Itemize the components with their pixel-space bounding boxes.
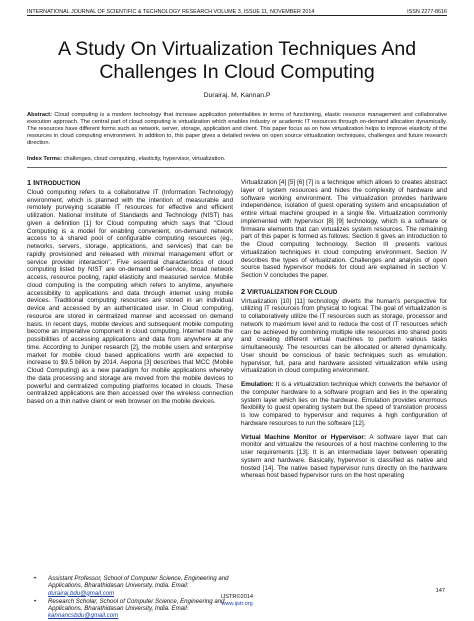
index-terms-text: challenges, cloud computing, elasticity, hypervisor, virtualization.	[61, 156, 226, 162]
left-column	[27, 179, 233, 474]
section2-heading-part1: IRTUALIZATION FOR	[252, 288, 315, 296]
email-link[interactable]: kannancsbdu@gmail.com	[48, 612, 119, 620]
index-terms	[27, 156, 447, 163]
right-column	[241, 179, 447, 589]
page-number: 147	[435, 588, 445, 594]
hypervisor-term: Virtual Machine Monitor or Hypervisor:	[241, 433, 366, 441]
paper-title: A Study On Virtualization Techniques And Challenges In Cloud Computing	[57, 38, 417, 83]
running-header	[27, 5, 447, 15]
abstract-text: Cloud computing is a modern technology that increase application potentialities in terms of functioning, elastic resource management and collaborative execution approach. The central part of cloud computing is virtualization which enables industry or academic IT resources through on-demand allocation dynamically. The resources have different forms such as network, server, storage, application and client. This paper focus as on how virtualization helps to improve elasticity of the resources in cloud computing environment. In addition to, this paper gives a detailed review on open source virtualization techniques, challenges and future research direction.	[27, 112, 447, 146]
footnote-affiliation: Research Scholar, School of Computer Science, Engineering and Applications, Bharathidasan University, India. Email:	[48, 597, 225, 613]
header-rule	[27, 15, 447, 16]
section2-paragraph: Virtualization [10] [11] technology diverts the human's perspective for utilizing IT resources from physical to logical. The goal of virtualization is to collaboratively utilize the IT resources such as storage, processor and network to maximum level and to reduce the cost of IT resources which can be achieved by combining multiple idle resources into shared pools and creating different virtual machines to perform various tasks simultaneously. The resources can be allocated or altered dynamically. User should be conscious of basic techniques such as emulation, hypervisor, full, para and hardware assisted virtualization while using virtualization in cloud computing environment.	[241, 297, 447, 375]
page-footer	[0, 594, 474, 608]
issn: ISSN 2277-8616	[407, 9, 447, 15]
section2-heading-part2: LOUD	[319, 288, 338, 296]
copyright: IJSTR©2014	[220, 594, 254, 600]
hypervisor-text: A software layer that can monitor and virtualize the resources of a host machine conferring to the user requirements [13]. It is an intermediate layer between operating system and hardware. Basically, hypervisor is classified as native and hosted [14]. The native based hypervisor runs directly on the hardware whereas host based hypervisor runs on the host operating	[241, 433, 447, 480]
journal-name: INTERNATIONAL JOURNAL OF SCIENTIFIC & TECHNOLOGY RESEARCH VOLUME 3, ISSUE 11, NOVEMBER 2014	[27, 9, 315, 15]
intro-heading	[27, 179, 233, 188]
bullet-icon: •	[34, 575, 37, 582]
email-link[interactable]: durairaj.bdu@gmail.com	[48, 589, 115, 597]
authors: Durairaj. M, Kannan.P	[203, 92, 271, 99]
emulation-term: Emulation:	[241, 381, 274, 388]
section2-heading-number: 2 V	[241, 286, 253, 296]
emulation-text: It is a virtualization technique which converts the behavior of the computer hardware to a software program and lies in the operating system layer which lies on the hardware. Emulation provides enormous flexibility to guest operating system but the speed of translation process is low compared to hypervisor and requires a high configuration of hardware resources to run the software [12].	[241, 381, 447, 427]
abstract	[27, 112, 447, 147]
intro-heading-text: NTRODUCTION	[35, 180, 81, 187]
virtualization-intro-paragraph: Virtualization [4] [5] [6] [7] is a technique which allows to creates abstract layer of system resources and hides the complexity of hardware and software working environment. The virtualization provides hardware independence, isolation of guest operating system and encapsulation of entire virtual machine grouped in a single file. Virtualization commonly implemented with hypervisor [8] [9] technology, which is a software or firmware elements that can virtualizes system resources. The remaining part of this paper is formed as follows: Section II gives an introduction to the Cloud computing technology. Section III presents various virtualization techniques in cloud computing environment. Section IV describes the types of virtualization. Challenges and analysis of open source based hypervisor models for cloud are explained in section V. Section V concludes the paper.	[241, 179, 447, 279]
section2-heading-cap: C	[314, 286, 320, 296]
bullet-icon: •	[34, 597, 37, 605]
intro-paragraph: Cloud computing refers to a collaborative IT (Information Technology) environment, which is planned with the intention of measurable and remotely purveying scalable IT resources for effective and efficient utilization. National Institute of Standards and Technology (NIST) has given a definition [1] for Cloud computing which says that "Cloud Computing is a model for enabling convenient, on-demand network access to a shared pool of configurable computing resources (eg., networks, servers, storage, applications, and services) that can be rapidly provisioned and released with minimal management effort or service provider interaction". Five essential characteristics of cloud computing listed by NIST are on-demand self-service, broad network access, resource pooling, rapid elasticity and measured service. Mobile cloud computing is the computing which refers to anytime, anywhere accessibility to applications and data through internet using mobile devices. Traditional computing resources are stored in an individual device and accessed by an authenticated user. In Cloud computing, resource are stored in centralized manner and accessed on demand basis. In recent days, mobile devices and subsequent mobile computing become an imperative component in cloud computing. Internet made the possibilities of accessing applications and data from anywhere at any time. According to Juniper research [2], the mobile users and enterprise market for mobile cloud based applications worth are expected to increase to $9.5 billion by 2014. Aepona [3] describes that MCC (Mobile Cloud Computing) as a new paradigm for mobile applications whereby the data processing and storage are moved from the mobile devices to powerful and centralized computing platforms located in clouds. These centralized applications are then accessed over the wireless connection based on a thin native client or web browser on the mobile devices.	[27, 188, 233, 405]
footnote-affiliation: Assistant Professor, School of Computer Science, Engineering and Applications, Bharathidasan University, India. Email:	[48, 575, 229, 590]
section2-heading	[241, 288, 447, 297]
website-link[interactable]: www.ijstr.org	[221, 601, 253, 607]
index-terms-label: Index Terms:	[27, 156, 62, 162]
emulation-paragraph	[241, 381, 447, 428]
intro-heading-number: 1 I	[27, 178, 36, 187]
abstract-label: Abstract:	[27, 112, 52, 118]
hypervisor-paragraph	[241, 434, 447, 481]
section-divider	[27, 167, 447, 168]
